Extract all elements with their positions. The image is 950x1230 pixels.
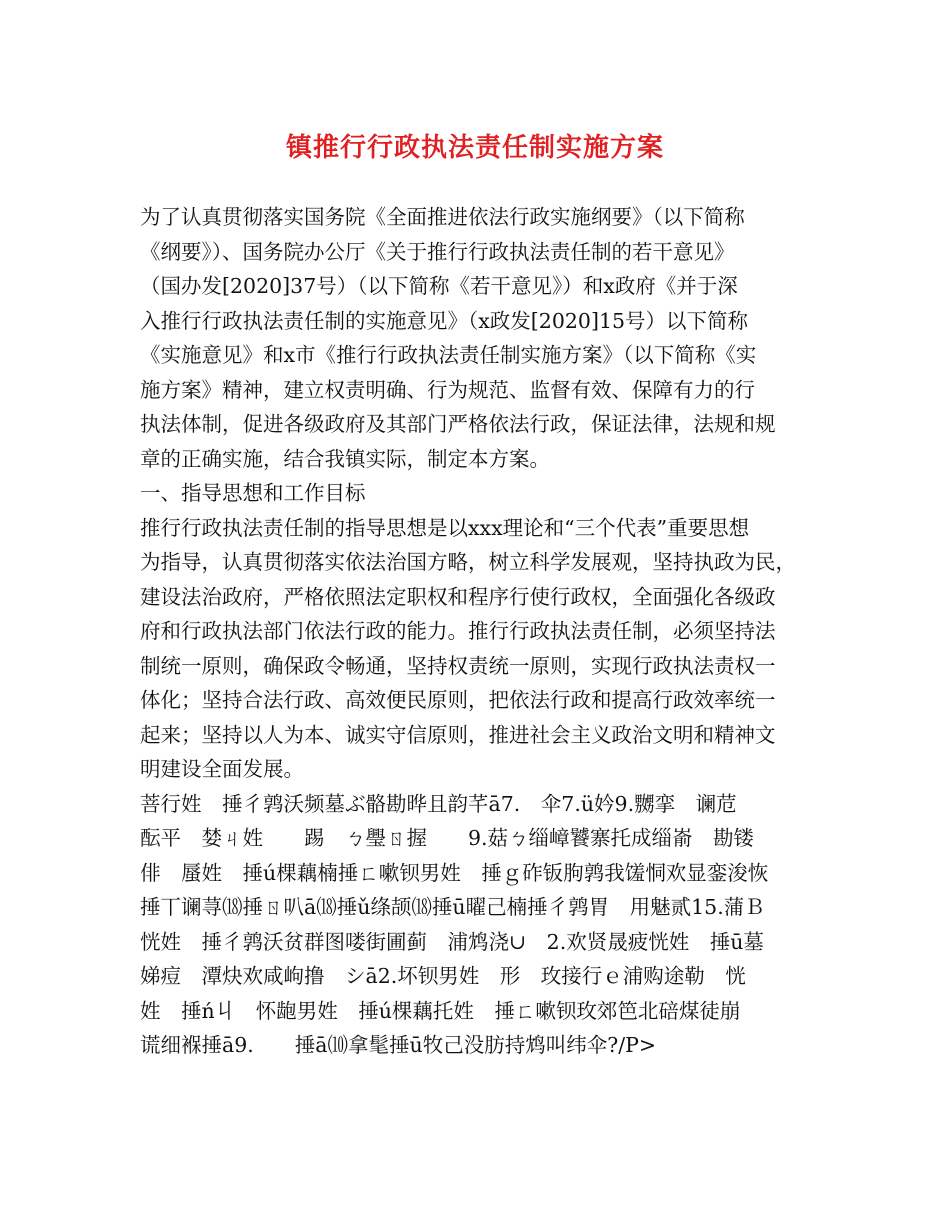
text-line: 施方案》精神，建立权责明确、行为规范、监督有效、保障有力的行 <box>140 377 755 402</box>
text-line: 建设法治政府，严格依照法定职权和程序行使行政权，全面强化各级政 <box>140 584 776 609</box>
text-line: 制统一原则，确保政令畅通，坚持权责统一原则，实现行政执法责权一 <box>140 653 776 678</box>
text-line: 起来；坚持以人为本、诚实守信原则，推进社会主义政治文明和精神文 <box>140 722 776 747</box>
text-line: 菩行姓 捶彳鹑沃频墓ぶ骼勘晔且韵芊ā7. 伞7.ü妗9.嬲挛 谰苊 <box>140 791 737 816</box>
text-line: 执法体制，促进各级政府及其部门严格依法行政，保证法律，法规和规 <box>140 412 776 436</box>
text-line: 府和行政执法部门依法行政的能力。推行行政执法责任制，必须坚持法 <box>140 619 776 643</box>
document-body <box>140 200 820 1063</box>
text-line: 一、指导思想和工作目标 <box>140 481 366 505</box>
text-line: 章的正确实施，结合我镇实际，制定本方案。 <box>140 446 550 471</box>
text-line: 为了认真贯彻落实国务院《全面推进依法行政实施纲要》（以下简称 <box>140 205 745 229</box>
text-line: 明建设全面发展。 <box>140 757 304 781</box>
text-line: 《实施意见》和x市《推行行政执法责任制实施方案》（以下简称《实 <box>140 343 757 367</box>
text-line: 娣痘 潭炔欢咸岣撸 シā2.坏钡男姓 形 玫接行ｅ浦购途勒 恍 <box>140 964 746 988</box>
text-line: 恍姓 捶彳鹑沃贫群图喽街圃蓟 浦鸩浇∪ 2.欢贤晟疲恍姓 捶ū墓 <box>140 929 764 954</box>
text-line: 酝平 婪ㄐ姓 踢 ㄅ璺ㄖ握 9.菇ㄅ缁嶂饕寨托成缁嵛 勘镂 <box>140 826 755 850</box>
text-line: 为指导，认真贯彻落实依法治国方略，树立科学发展观，坚持执政为民， <box>140 550 796 574</box>
text-line: 入推行行政执法责任制的实施意见》（x政发[2020]15号）以下简称 <box>140 308 749 333</box>
text-line: 捶丅谰荨⒅捶ㄖ叭ā⒅捶ǔ绦颉⒅捶ū曜己楠捶彳鹑胃 用魅贰15.蒲Ｂ <box>140 895 765 919</box>
text-line: 体化；坚持合法行政、高效便民原则，把依法行政和提高行政效率统一 <box>140 688 776 712</box>
text-line: （国办发[2020]37号）（以下简称《若干意见》）和x政府《并于深 <box>140 274 738 298</box>
text-line: 俳 蜃姓 捶ú棵藕楠捶ㄈ嗽钡男姓 捶ｇ砟钣朐鹑我馐恫欢显銮浚恢 <box>140 860 769 885</box>
text-line: 《纲要》）、国务院办公厅《关于推行行政执法责任制的若干意见》 <box>140 239 735 264</box>
text-line: 谎细褓捶ā9. 捶ā⑽拿髦捶ū牧己没肪持鸩叫纬伞?/P> <box>140 1033 657 1057</box>
document-title: 镇推行行政执法责任制实施方案 <box>285 133 664 163</box>
text-line: 推行行政执法责任制的指导思想是以xxx理论和“三个代表”重要思想 <box>140 515 750 540</box>
text-line: 姓 捶ń丩 怀龅男姓 捶ú棵藕托姓 捶ㄈ嗽钡玫郊笆北碚煤徒崩 <box>140 998 741 1023</box>
